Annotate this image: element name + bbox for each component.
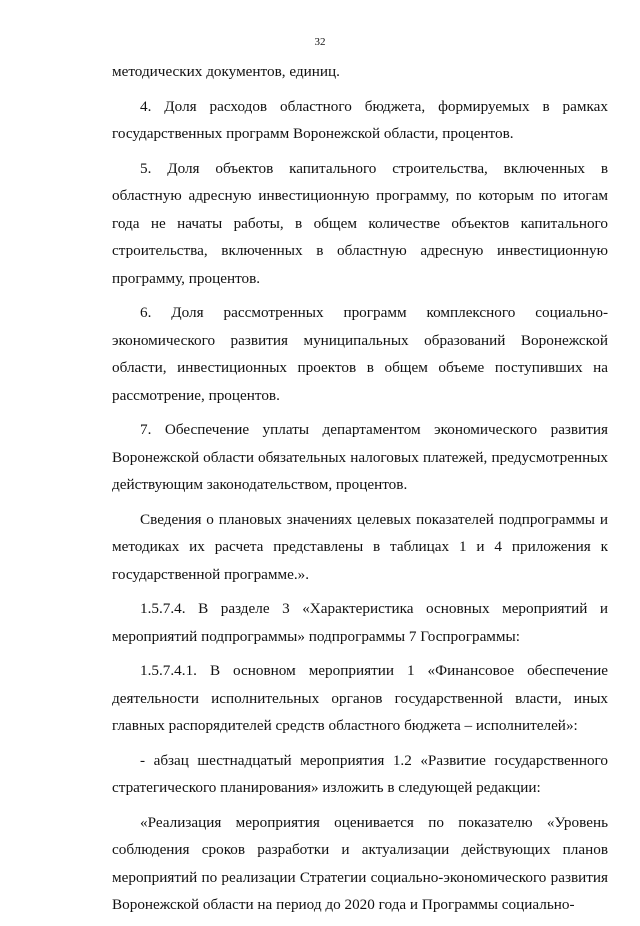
paragraph-item-4: 4. Доля расходов областного бюджета, формируемых в рамках государственных программ Воронежской области, процентов. [112,97,608,142]
paragraph-continuation: методических документов, единиц. [112,63,340,80]
paragraph-item-6: 6. Доля рассмотренных программ комплексного социально-экономического развития муниципальных образований Воронежской области, инвестиционных проектов в общем объеме поступивших на рассмотрение, процентов. [112,304,608,404]
page-number: 32 [314,36,326,48]
paragraph-section-1-5-7-4-1: 1.5.7.4.1. В основном мероприятии 1 «Финансовое обеспечение деятельности исполнительных органов государственной власти, иных главных распорядителей средств областного бюджета – исполнителей»: [112,662,608,734]
paragraph-item-7: 7. Обеспечение уплаты департаментом экономического развития Воронежской области обязательных налоговых платежей, предусмотренных действующим законодательством, процентов. [112,421,608,493]
paragraph-section-1-5-7-4: 1.5.7.4. В разделе 3 «Характеристика основных мероприятий и мероприятий подпрограммы» подпрограммы 7 Госпрограммы: [112,600,608,645]
paragraph-item-5: 5. Доля объектов капитального строительства, включенных в областную адресную инвестиционную программу, по которым по итогам года не начаты работы, в общем количестве объектов капитального строительства, включенных в областную адресную инвестиционную программу, процентов. [112,159,608,287]
document-body [112,58,608,926]
paragraph-quoted-text: «Реализация мероприятия оценивается по показателю «Уровень соблюдения сроков разработки и актуализации действующих планов мероприятий по реализации Стратегии социально-экономического развития Воронежской области на период до 2020 года и Программы социально- [112,813,608,913]
paragraph-indicators-info: Сведения о плановых значениях целевых показателей подпрограммы и методиках их расчета представлены в таблицах 1 и 4 приложения к государственной программе.». [112,510,608,583]
paragraph-amendment: - абзац шестнадцатый мероприятия 1.2 «Развитие государственного стратегического планирования» изложить в следующей редакции: [112,751,608,796]
